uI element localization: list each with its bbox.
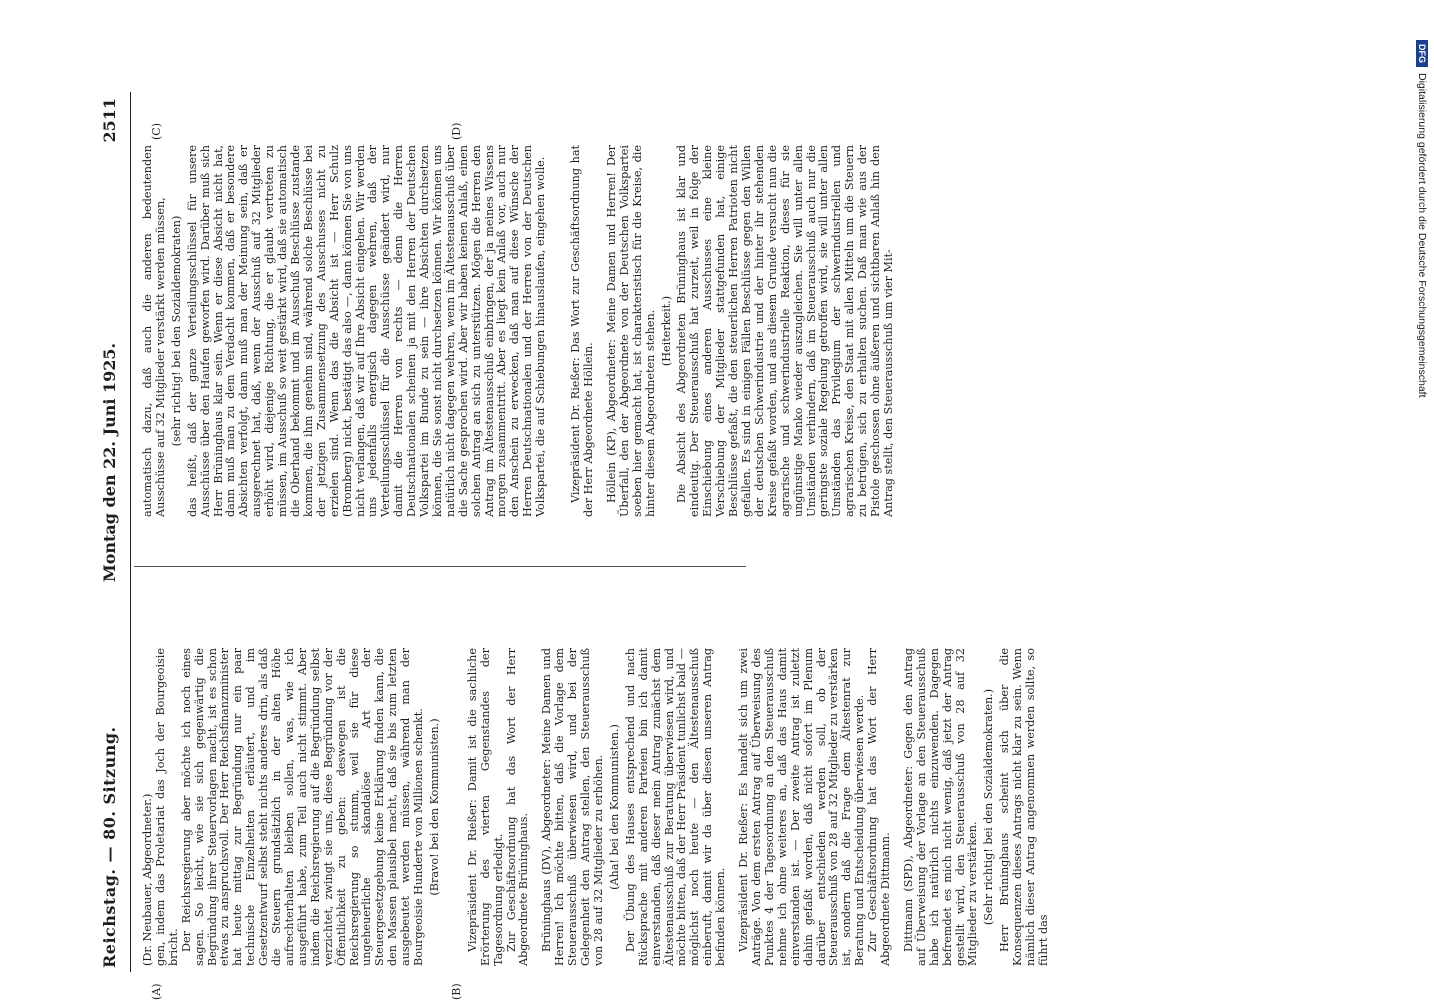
left-column xyxy=(142,648,1051,966)
paragraph: Zur Geschäftsordnung hat das Wort der Herr Abgeordnete Brüninghaus. xyxy=(504,648,531,966)
paragraph: Die Absicht des Abgeordneten Brüninghaus ist klar und eindeutig. Der Steuerausschuß hat zurzeit, weil in folge der Einschiebung eines anderen Ausschusses eine kleine Verschiebung der Mitglieder stattgefunden hat, einige Beschlüsse gefaßt, die den steuerlichen Herren Patrioten nicht gefallen. Es sind in einigen Fällen Beschlüsse gegen den Willen der deutschen Schwerindustrie und der hinter ihr stehenden Kreise gefaßt worden, und aus diesem Grunde versucht nun die agrarische und schwerindustrielle Reaktion, dieses für sie ungünstige Manko wieder auszugleichen. Sie will unter allen Umständen verhindern, daß im Steuerausschuß auch nur die geringste soziale Regelung getroffen wird, sie will unter allen Umständen das Privilegium der schwerindustriellen und agrarischen Kreise, den Staat mit allen Mitteln um die Steuern zu betrügen, sich zu erhalten suchen. Daß man wie aus der Pistole geschossen ohne äußeren und sichtbaren Anlaß hin den Antrag stellt, den Steuerausschuß um vier Mit- xyxy=(675,145,895,517)
interjection: (Heiterkeit.) xyxy=(659,295,673,367)
page-number: 2511 xyxy=(100,98,119,143)
header-session: Reichstag. — 80. Sitzung. xyxy=(100,726,119,968)
paragraph: Vizepräsident Dr. Rießer: Das Wort zur Geschäftsordnung hat der Herr Abgeordnete Höllein. xyxy=(569,145,595,517)
header-date: Montag den 22. Juni 1925. xyxy=(100,342,119,582)
paragraph: Höllein (KP), Abgeordneter: Meine Damen und Herren! Der Überfall, den der Abgeordnete von der Deutschen Volkspartei soeben hier gemacht hat, ist charakteristisch für die Kreise, die hinter diesem Abgeordneten stehen. xyxy=(604,145,657,517)
interjection: (sehr richtig! bei den Sozialdemokraten) xyxy=(169,215,183,447)
paragraph: Dittmann (SPD), Abgeordneter: Gegen den Antrag auf Überweisung der Vorlage an den Steuerausschuß habe ich natürlich nichts einzuwenden. Dagegen befremdet es mich nicht wenig, daß jetzt der Antrag gestellt wird, den Steuerausschuß von 28 auf 32 Mitglieder zu verstärken. xyxy=(901,648,980,966)
paragraph: gen, indem das Proletariat das Joch der Bourgeoisie bricht. xyxy=(153,648,180,966)
column-divider xyxy=(134,566,746,567)
right-column xyxy=(142,145,896,517)
interjection: (Aha! bei den Kommunisten.) xyxy=(607,724,621,890)
dfg-logo: DFG xyxy=(1416,40,1428,67)
funding-note-text: Digitalisierung gefördert durch die Deutsche Forschungsgemeinschaft xyxy=(1416,73,1428,398)
paragraph: Herr Brüninghaus scheint sich über die Konsequenzen dieses Antrags nicht klar zu sein. Wenn nämlich dieser Antrag angenommen werden sollte, so führt das xyxy=(998,648,1050,966)
paragraph: Der Reichsregierung aber möchte ich noch eines sagen. So leicht, wie sie sich gegenwärtig die Begründung ihrer Steuervorlagen macht, ist es schon etwas zu anspruchsvoll. Der Herr Reichsfinanzminister hat heute mittag zur Begründung nur ein paar technische Einzelheiten erläutert, und im Gesetzentwurf selbst steht nichts anderes drin, als daß die Steuern grundsätzlich in der alten Höhe aufrechterhalten bleiben sollen, was, wie ich ausgeführt habe, zum Teil auch nicht stimmt. Aber indem die Reichsregierung auf die Begründung selbst verzichtet, zwingt sie uns, diese Begründung vor der Öffentlichkeit zu geben: deswegen ist die Reichsregierung so stumm, weil sie für diese ungeheuerliche skandalöse Art der Steuergesetzgebung keine Erklärung finden kann, die den Massen plausibel macht, daß sie bis zum letzten ausgebeutet werden müssen, während man der Bourgeoisie Hunderte von Millionen schenkt. xyxy=(179,648,426,966)
funding-note xyxy=(1402,40,1428,720)
interjection: (Bravo! bei den Kommunisten.) xyxy=(427,718,441,896)
paragraph: das heißt, daß der ganze Verteilungsschlüssel für unsere Ausschüsse über den Haufen geworfen wird. Darüber muß sich Herr Brüninghaus klar sein. Wenn er diese Absicht nicht hat, dann muß man zu dem Verdacht kommen, daß er besondere Absichten verfolgt, dann muß man der Meinung sein, daß er ausgerechnet hat, daß, wenn der Ausschuß auf 32 Mitglieder erhöht wird, diejenige Richtung, die er glaubt vertreten zu müssen, im Ausschuß so weit gestärkt wird, daß sie automatisch die Oberhand bekommt und im Ausschuß Beschlüsse zustande kommen, die ihm genehm sind, während solche Beschlüsse bei der jetzigen Zusammensetzung des Ausschusses nicht zu erzielen sind. Wenn das die Absicht ist — Herr Schulz (Bromberg) nickt, bestätigt das also —, dann können Sie von uns nicht verlangen, daß wir auf Ihre Absicht eingehen. Wir werden uns jedenfalls energisch dagegen wehren, daß der Verteilungsschlüssel für die Ausschüsse geändert wird, nur damit die Herren von rechts — denn die Herren Deutschnationalen scheinen ja mit den Herren der Deutschen Volkspartei im Bunde zu sein — ihre Absichten durchsetzen können, die Sie sonst nicht durchsetzen können. Wir können uns natürlich nicht dagegen wehren, wenn im Ältestenausschuß über die Sache gesprochen wird. Aber wir haben keinen Anlaß, einen solchen Antrag an sich zu unterstützen. Mögen die Herren den Antrag im Ältestenausschuß einbringen, der ja meines Wissens morgen zusammentritt. Aber es liegt kein Anlaß vor, auch nur den Anschein zu erwecken, daß man auf diese Wünsche der Herren Deutschnationalen und der Herren von der Deutschen Volkspartei, die auf Schiebungen hinauslaufen, eingehen wolle. xyxy=(185,145,548,517)
margin-mark-a: (A) xyxy=(150,983,163,1000)
paragraph: Vizepräsident Dr. Rießer: Es handelt sich um zwei Anträge. Von dem ersten Antrag auf Überweisung des Punktes 4 der Tagesordnung an den Steuerausschuß nehme ich ohne weiteres an, daß das Haus damit einverstanden ist. — Der zweite Antrag ist zuletzt dahin gefaßt worden, daß nicht sofort im Plenum darüber entschieden werden soll, ob der Steuerausschuß von 28 auf 32 Mitglieder zu verstärken ist, sondern daß die Frage dem Ältestenrat zur Beratung und Entscheidung überwiesen werde. xyxy=(737,648,867,966)
margin-mark-b: (B) xyxy=(450,983,463,1000)
paragraph: automatisch dazu, daß auch die anderen bedeutenden Ausschüsse auf 32 Mitglieder verstärkt werden müssen, xyxy=(141,145,167,517)
speaker-continuation-label: (Dr. Neubauer, Abgeordneter.) xyxy=(141,793,154,966)
paragraph: Vizepräsident Dr. Rießer: Damit ist die sachliche Erörterung des vierten Gegenstandes der Tagesordnung erledigt. xyxy=(465,648,505,966)
interjection: (Sehr richtig! bei den Sozialdemokraten.) xyxy=(982,688,996,926)
paragraph: Zur Geschäftsordnung hat das Wort der Herr Abgeordnete Dittmann. xyxy=(866,648,893,966)
paragraph: Brüninghaus (DV), Abgeordneter: Meine Damen und Herren! Ich möchte bitten, daß die Vorlage dem Steuerausschuß überwiesen wird, und bei der Gelegenheit den Antrag stellen, den Steuerausschuß von 28 auf 32 Mitglieder zu erhöhen. xyxy=(540,648,605,966)
page-header xyxy=(90,92,131,972)
rotated-document-page xyxy=(90,92,1050,1000)
margin-mark-d: (D) xyxy=(450,122,463,140)
margin-mark-c: (C) xyxy=(150,123,163,140)
paragraph: Der Übung des Hauses entsprechend und nach Rücksprache mit anderen Parteien bin ich damit einverstanden, daß dieser mein Antrag zunächst dem Ältestenausschuß zur Beratung überwiesen wird, und möchte bitten, daß der Herr Präsident tunlichst bald — möglichst noch heute — den Ältestenausschuß einberuft, damit wir da über diesen unseren Antrag befinden können. xyxy=(623,648,728,966)
